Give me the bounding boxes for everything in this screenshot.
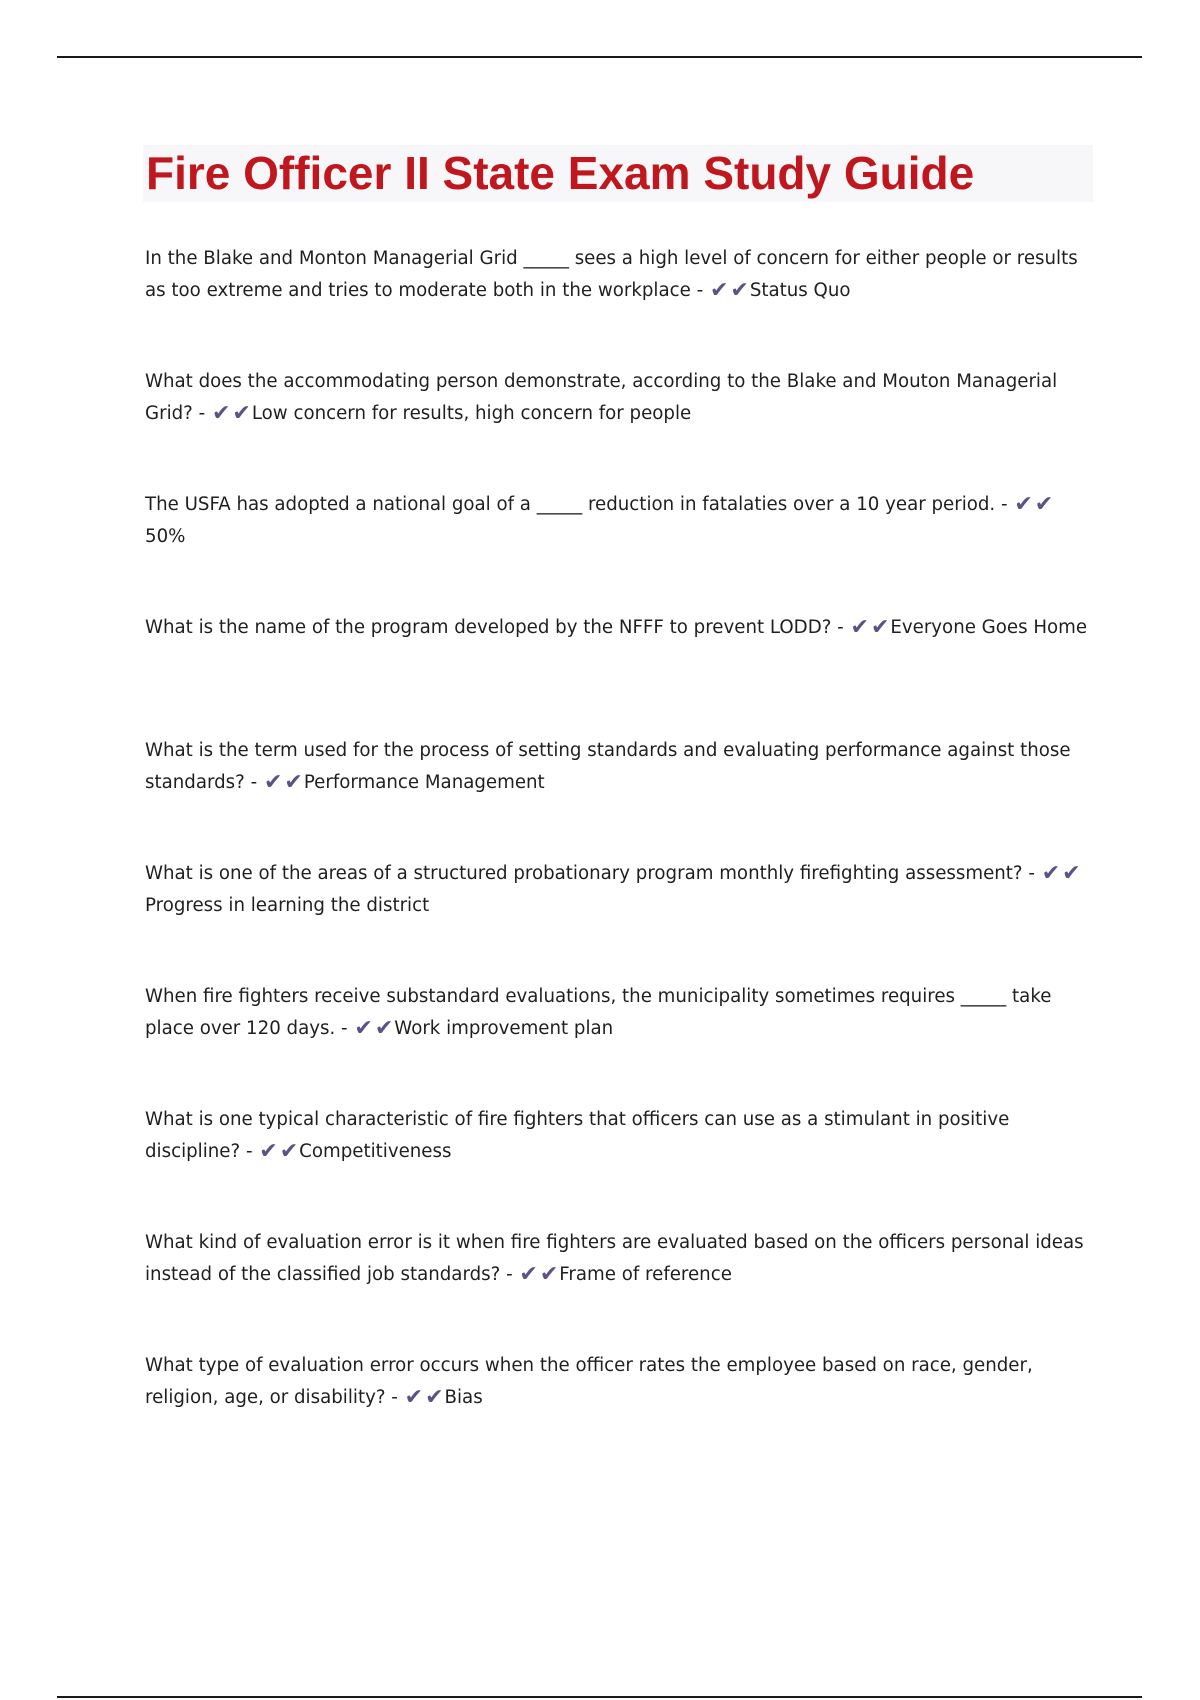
document-title: Fire Officer II State Exam Study Guide xyxy=(146,147,975,199)
question-text: What type of evaluation error occurs when the officer rates the employee based on race, gender, religion, age, or disability? xyxy=(145,1355,1033,1408)
checkmark-icon: ✔ xyxy=(404,1385,424,1410)
answer-separator: - xyxy=(1022,863,1041,884)
checkmark-icon: ✔ xyxy=(425,1385,444,1410)
checkmark-icon: ✔ xyxy=(709,278,729,303)
checkmark-icon: ✔ xyxy=(232,401,251,426)
answer-separator: - xyxy=(192,403,211,424)
answer-separator: - xyxy=(335,1018,354,1039)
answer-separator: - xyxy=(385,1387,404,1408)
qa-list xyxy=(145,243,1090,1473)
answer-separator: - xyxy=(831,617,850,638)
answer-text: Everyone Goes Home xyxy=(890,617,1088,638)
qa-item xyxy=(145,243,1090,366)
checkmark-icon: ✔ xyxy=(259,1139,278,1164)
qa-item xyxy=(145,1227,1090,1350)
answer-text: Bias xyxy=(444,1387,483,1408)
question-text: In the Blake and Monton Managerial Grid _____ sees a high level of concern for either people or results as too extreme and tries to moderate both in the workplace xyxy=(145,248,1078,301)
answer-separator: - xyxy=(240,1141,259,1162)
checkmark-icon: ✔ xyxy=(354,1016,373,1041)
answer-separator: - xyxy=(500,1264,519,1285)
checkmark-icon: ✔ xyxy=(730,278,749,303)
answer-text: Status Quo xyxy=(749,280,851,301)
question-text: What is the name of the program developed by the NFFF to prevent LODD? xyxy=(145,617,832,638)
question-text: The USFA has adopted a national goal of a _____ reduction in fatalaties over a 10 year period. xyxy=(145,494,996,515)
qa-item xyxy=(145,489,1090,612)
answer-text: Performance Management xyxy=(303,772,545,793)
question-text: What is one of the areas of a structured probationary program monthly firefighting assessment? xyxy=(145,863,1023,884)
checkmark-icon: ✔ xyxy=(1014,492,1033,517)
checkmark-icon: ✔ xyxy=(519,1262,538,1287)
checkmark-icon: ✔ xyxy=(284,770,303,795)
checkmark-icon: ✔ xyxy=(263,770,283,795)
qa-item xyxy=(145,366,1090,489)
question-text: What is the term used for the process of setting standards and evaluating performance against those standards? xyxy=(145,740,1071,793)
checkmark-icon: ✔ xyxy=(279,1139,299,1164)
qa-item xyxy=(145,981,1090,1104)
qa-item xyxy=(145,858,1090,981)
checkmark-icon: ✔ xyxy=(1062,861,1081,886)
answer-text: Low concern for results, high concern for people xyxy=(251,403,692,424)
bottom-rule xyxy=(57,1696,1142,1698)
answer-separator: - xyxy=(690,280,709,301)
checkmark-icon: ✔ xyxy=(1034,492,1054,517)
answer-text: Work improvement plan xyxy=(394,1018,614,1039)
qa-item xyxy=(145,1104,1090,1227)
answer-text: Competitiveness xyxy=(299,1141,452,1162)
qa-item xyxy=(145,735,1090,858)
checkmark-icon: ✔ xyxy=(850,615,869,640)
checkmark-icon: ✔ xyxy=(539,1262,559,1287)
question-text: What is one typical characteristic of fire fighters that officers can use as a stimulant in positive discipline? xyxy=(145,1109,1010,1162)
checkmark-icon: ✔ xyxy=(374,1016,394,1041)
top-rule xyxy=(57,56,1142,58)
checkmark-icon: ✔ xyxy=(1041,861,1061,886)
answer-separator: - xyxy=(244,772,263,793)
answer-text: Progress in learning the district xyxy=(145,895,430,916)
question-text: What does the accommodating person demonstrate, according to the Blake and Mouton Managerial Grid? xyxy=(145,371,1058,424)
question-text: What kind of evaluation error is it when fire fighters are evaluated based on the officers personal ideas instead of the classified job standards? xyxy=(145,1232,1084,1285)
answer-separator: - xyxy=(995,494,1014,515)
checkmark-icon: ✔ xyxy=(211,401,231,426)
answer-text: 50% xyxy=(145,526,186,547)
checkmark-icon: ✔ xyxy=(870,615,890,640)
question-text: When fire fighters receive substandard evaluations, the municipality sometimes requires _____ take place over 120 days. xyxy=(145,986,1052,1039)
qa-item xyxy=(145,612,1090,735)
qa-item xyxy=(145,1350,1090,1473)
answer-text: Frame of reference xyxy=(559,1264,732,1285)
